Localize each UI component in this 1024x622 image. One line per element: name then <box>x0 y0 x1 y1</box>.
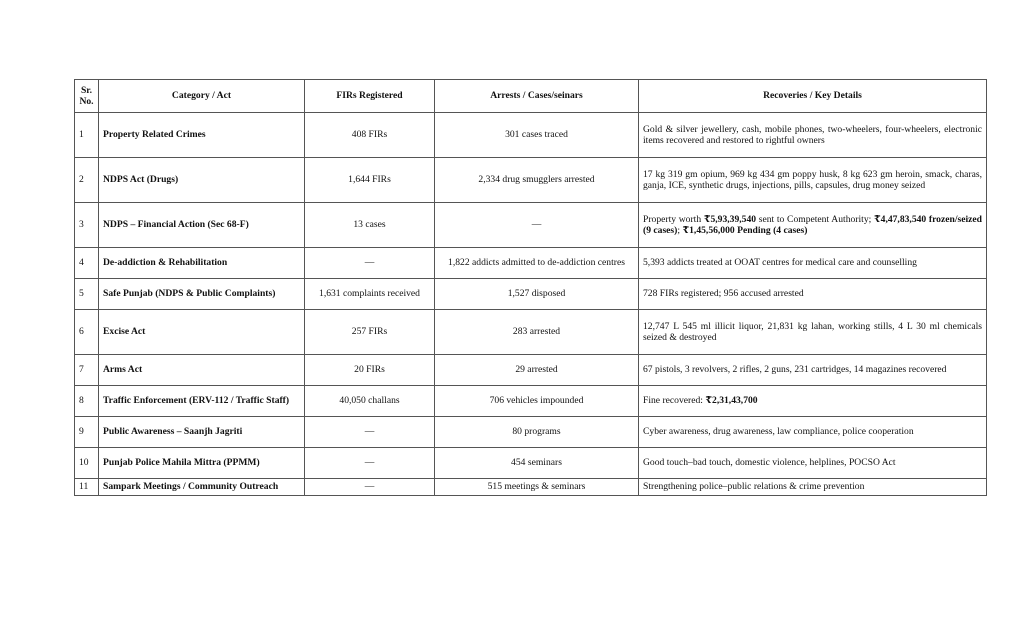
cell-category: De-addiction & Rehabilitation <box>99 248 305 279</box>
document-page <box>74 79 986 496</box>
table-row <box>75 113 987 158</box>
cell-arrests: 283 arrested <box>435 310 639 355</box>
cell-sr: 8 <box>75 386 99 417</box>
header-arrests: Arrests / Cases/seinars <box>435 80 639 113</box>
table-header-row <box>75 80 987 113</box>
cell-category: NDPS Act (Drugs) <box>99 158 305 203</box>
cell-recoveries: Cyber awareness, drug awareness, law compliance, police cooperation <box>639 417 987 448</box>
cell-category: Sampark Meetings / Community Outreach <box>99 479 305 496</box>
cell-firs: — <box>305 448 435 479</box>
cell-arrests: 454 seminars <box>435 448 639 479</box>
cell-arrests: 1,527 disposed <box>435 279 639 310</box>
cell-recoveries <box>639 386 987 417</box>
cell-category: Property Related Crimes <box>99 113 305 158</box>
cell-arrests: 1,822 addicts admitted to de-addiction centres <box>435 248 639 279</box>
cell-arrests: 515 meetings & seminars <box>435 479 639 496</box>
header-firs: FIRs Registered <box>305 80 435 113</box>
table-row <box>75 417 987 448</box>
cell-category: Safe Punjab (NDPS & Public Complaints) <box>99 279 305 310</box>
recovery-text: Property worth <box>643 213 704 225</box>
cell-arrests: — <box>435 203 639 248</box>
fine-amount: ₹2,31,43,700 <box>705 395 758 407</box>
cell-arrests: 80 programs <box>435 417 639 448</box>
table-row <box>75 203 987 248</box>
cell-recoveries: Good touch–bad touch, domestic violence, helplines, POCSO Act <box>639 448 987 479</box>
cell-arrests: 301 cases traced <box>435 113 639 158</box>
cell-firs: 20 FIRs <box>305 355 435 386</box>
cell-sr: 10 <box>75 448 99 479</box>
cell-recoveries: 67 pistols, 3 revolvers, 2 rifles, 2 guns, 231 cartridges, 14 magazines recovered <box>639 355 987 386</box>
table-row <box>75 310 987 355</box>
cell-recoveries: 17 kg 319 gm opium, 969 kg 434 gm poppy husk, 8 kg 623 gm heroin, smack, charas, ganja, ICE, synthetic drugs, injections, pills, capsules, drug money seized <box>639 158 987 203</box>
cell-sr: 2 <box>75 158 99 203</box>
cell-recoveries: Strengthening police–public relations & crime prevention <box>639 479 987 496</box>
table-row <box>75 479 987 496</box>
cell-firs: — <box>305 479 435 496</box>
crime-statistics-table <box>74 79 987 496</box>
cell-recoveries: 728 FIRs registered; 956 accused arrested <box>639 279 987 310</box>
table-row <box>75 355 987 386</box>
recovery-text: Fine recovered: <box>643 395 706 407</box>
cell-recoveries: Gold & silver jewellery, cash, mobile phones, two-wheelers, four-wheelers, electronic items recovered and restored to rightful owners <box>639 113 987 158</box>
cell-category: NDPS – Financial Action (Sec 68-F) <box>99 203 305 248</box>
header-sr-no: Sr. No. <box>75 80 99 113</box>
cell-firs: — <box>305 417 435 448</box>
amount-pending: ₹1,45,56,000 Pending (4 cases) <box>682 225 808 236</box>
cell-firs: 13 cases <box>305 203 435 248</box>
amount-sent: ₹5,93,39,540 <box>703 213 757 225</box>
cell-category: Excise Act <box>99 310 305 355</box>
cell-category: Arms Act <box>99 355 305 386</box>
table-row <box>75 279 987 310</box>
cell-arrests: 706 vehicles impounded <box>435 386 639 417</box>
cell-arrests: 29 arrested <box>435 355 639 386</box>
cell-firs: 40,050 challans <box>305 386 435 417</box>
cell-arrests: 2,334 drug smugglers arrested <box>435 158 639 203</box>
cell-recoveries <box>639 203 987 248</box>
cell-sr: 6 <box>75 310 99 355</box>
cell-category: Public Awareness – Saanjh Jagriti <box>99 417 305 448</box>
header-category: Category / Act <box>99 80 305 113</box>
amount-frozen: ₹4,47,83,540 frozen/seized (9 cases) <box>643 213 983 236</box>
table-row <box>75 448 987 479</box>
cell-firs: 1,631 complaints received <box>305 279 435 310</box>
cell-firs: 1,644 FIRs <box>305 158 435 203</box>
cell-firs: 257 FIRs <box>305 310 435 355</box>
cell-recoveries: 5,393 addicts treated at OOAT centres for medical care and counselling <box>639 248 987 279</box>
cell-recoveries: 12,747 L 545 ml illicit liquor, 21,831 kg lahan, working stills, 4 L 30 ml chemicals seized & destroyed <box>639 310 987 355</box>
table-row <box>75 248 987 279</box>
recovery-text: ; <box>677 225 683 236</box>
cell-sr: 7 <box>75 355 99 386</box>
cell-firs: — <box>305 248 435 279</box>
cell-sr: 9 <box>75 417 99 448</box>
cell-category: Traffic Enforcement (ERV-112 / Traffic Staff) <box>99 386 305 417</box>
table-row <box>75 386 987 417</box>
cell-firs: 408 FIRs <box>305 113 435 158</box>
cell-sr: 3 <box>75 203 99 248</box>
header-recoveries: Recoveries / Key Details <box>639 80 987 113</box>
cell-sr: 5 <box>75 279 99 310</box>
cell-sr: 4 <box>75 248 99 279</box>
table-row <box>75 158 987 203</box>
cell-sr: 11 <box>75 479 99 496</box>
cell-sr: 1 <box>75 113 99 158</box>
recovery-text: sent to Competent Authority; <box>756 213 874 225</box>
cell-category: Punjab Police Mahila Mittra (PPMM) <box>99 448 305 479</box>
